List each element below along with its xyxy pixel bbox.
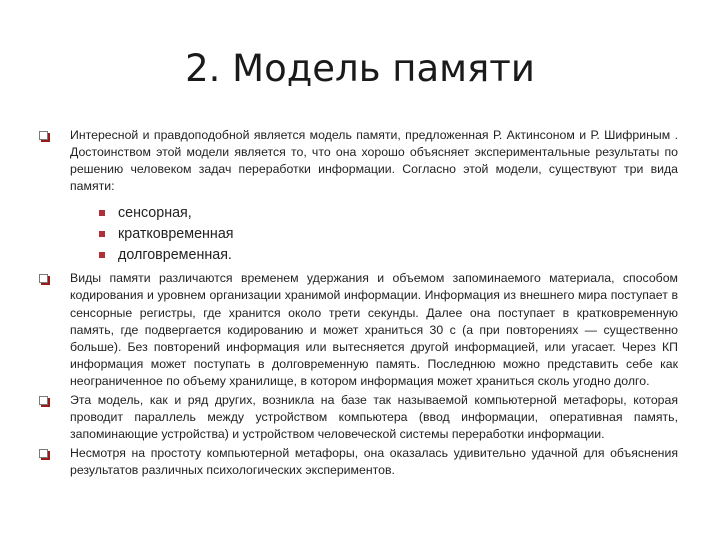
paragraph-text: Несмотря на простоту компьютерной метафоры, она оказалась удивительно удачной для объяснения результатов различных психологических экспериментов. — [70, 446, 678, 478]
list-item — [118, 224, 678, 245]
paragraph-text: Виды памяти различаются временем удержания и объемом запоминаемого материала, способом кодирования и уровнем организации хранимой информации. Информация из внешнего мира поступает в сенсорные регистры, где хранится около трети секунды. Далее она поступает в кратковременную память, где подвергается кодированию и может храниться 30 с (а при повторениях — существенно больше). Без повторений информация или вытесняется другой информацией, или угасает. Через КП информация может поступать в долговременную память. Последнюю можно представить себе как неограниченное по объему хранилище, в котором информация может храниться сколь угодно долго. — [70, 271, 678, 388]
bullet-paragraph-4 — [38, 445, 678, 479]
checkbox-bullet-icon — [39, 131, 48, 140]
checkbox-bullet-icon — [39, 449, 48, 458]
square-bullet-icon — [99, 231, 105, 237]
list-item-text: кратковременная — [118, 226, 234, 243]
checkbox-bullet-icon — [39, 274, 48, 283]
bullet-paragraph-1 — [38, 127, 678, 195]
slide-title: 2. Модель памяти — [185, 47, 535, 90]
paragraph-text: Эта модель, как и ряд других, возникла на базе так называемой компьютерной метафоры, которая проводит параллель между устройством компьютера (ввод информации, оперативная память, запоминающие устройства) и устройством человеческой системы переработки информации. — [70, 393, 678, 442]
square-bullet-icon — [99, 252, 105, 258]
list-item-text: сенсорная, — [118, 205, 192, 222]
list-item-text: долговременная. — [118, 247, 232, 264]
paragraph-text: Интересной и правдоподобной является модель памяти, предложенная Р. Актинсоном и Р. Шифриным . Достоинством этой модели является то, что она хорошо объясняет экспериментальные результаты по решению человеком задач переработки информации. Согласно этой модели, существуют три вида памяти: — [70, 128, 678, 194]
list-item — [118, 245, 678, 266]
checkbox-bullet-icon — [39, 396, 48, 405]
square-bullet-icon — [99, 210, 105, 216]
memory-types-list — [38, 203, 678, 266]
slide-content — [38, 127, 678, 480]
list-item — [118, 203, 678, 224]
bullet-paragraph-2 — [38, 270, 678, 390]
bullet-paragraph-3 — [38, 392, 678, 443]
